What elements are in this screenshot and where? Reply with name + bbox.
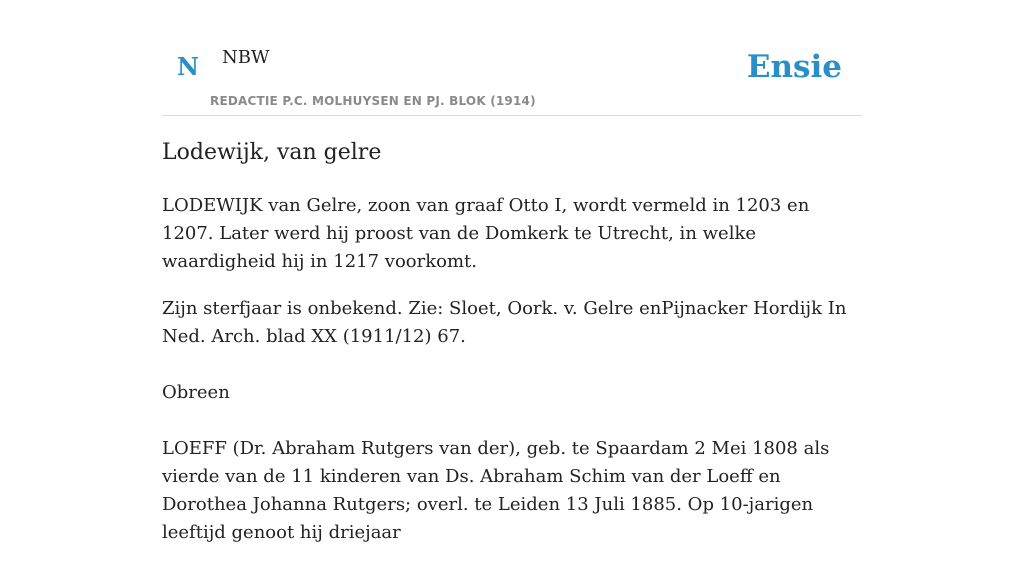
source-logo-icon: N — [177, 52, 199, 81]
source-name[interactable]: NBW — [222, 47, 270, 68]
source-editors: REDACTIE P.C. MOLHUYSEN EN PJ. BLOK (1914) — [210, 94, 536, 108]
article-author: Obreen — [162, 382, 230, 403]
article-title: Lodewijk, van gelre — [162, 140, 382, 165]
next-entry-paragraph: LOEFF (Dr. Abraham Rutgers van der), geb. te Spaardam 2 Mei 1808 als vierde van de 11 kinderen van Ds. Abraham Schim van der Loeff en Dorothea Johanna Rutgers; overl. te Leiden 13 Juli 1885. Op 10-jarigen leeftijd genoot hij driejaar — [162, 438, 830, 543]
ensie-logo-link[interactable]: Ensie — [746, 49, 842, 85]
article-paragraph: LODEWIJK van Gelre, zoon van graaf Otto I, wordt vermeld in 1203 en 1207. Later werd hij proost van de Domkerk te Utrecht, in welke waardigheid hij in 1217 voorkomt. — [162, 195, 810, 272]
article-body — [162, 192, 862, 566]
source-header — [162, 0, 862, 116]
article-paragraph: Zijn sterfjaar is onbekend. Zie: Sloet, Oork. v. Gelre enPijnacker Hordijk In Ned. Arch. blad XX (1911/12) 67. — [162, 298, 847, 347]
